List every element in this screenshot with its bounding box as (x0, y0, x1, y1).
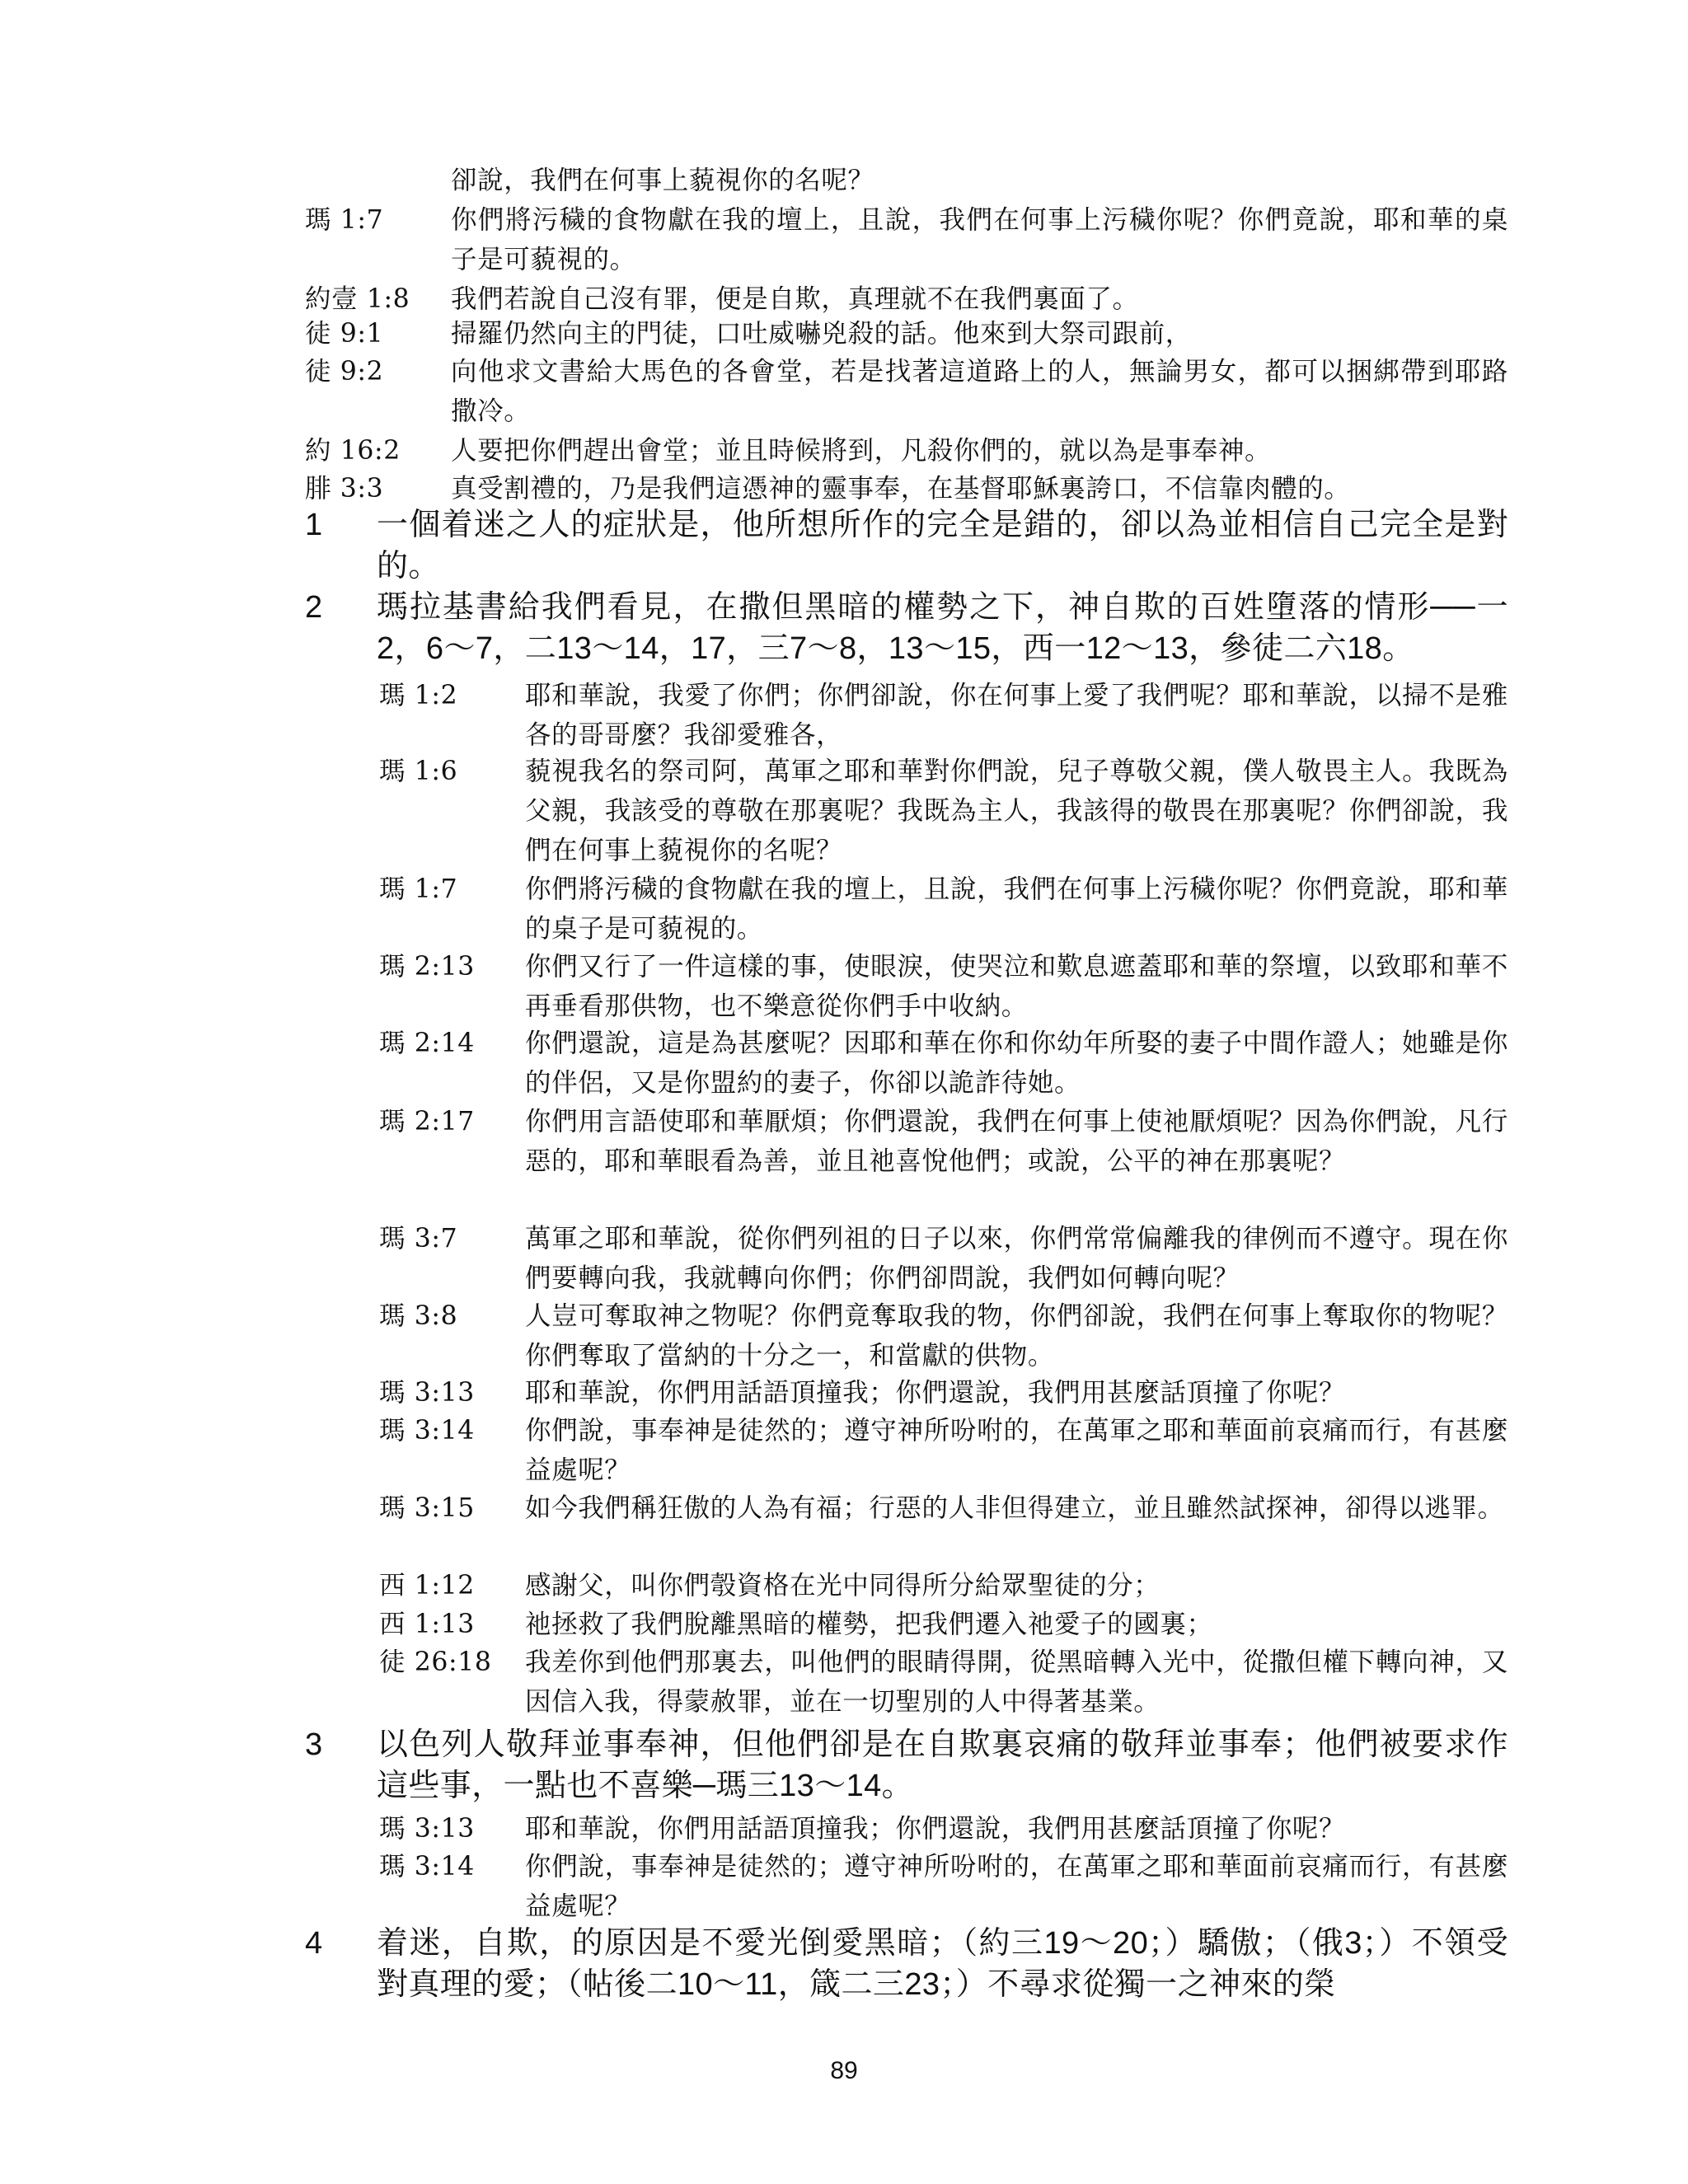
verse-reference: 瑪 2:14 (379, 1029, 475, 1058)
verse-reference: 瑪 1:7 (305, 205, 384, 235)
point-text: 一個着迷之人的症狀是，他所想所作的完全是錯的，卻以為並相信自己完全是對的。 (377, 508, 1508, 583)
verse-reference: 約 16:2 (305, 436, 401, 466)
verse-reference: 瑪 2:17 (379, 1107, 475, 1137)
verse-text: 萬軍之耶和華說，從你們列祖的日子以來，你們常常偏離我的律例而不遵守。現在你們要轉向我，我就轉向你們；你們卻問說，我們如何轉向呢？ (525, 1224, 1508, 1293)
verse-reference: 瑪 3:15 (379, 1493, 475, 1523)
verse-text: 如今我們稱狂傲的人為有福；行惡的人非但得建立，並且雖然試探神，卻得以逃罪。 (525, 1493, 1504, 1523)
verse-text: 耶和華說，我愛了你們；你們卻說，你在何事上愛了我們呢？耶和華說，以掃不是雅各的哥哥麼？我卻愛雅各， (525, 681, 1508, 750)
point-number: 2 (305, 590, 323, 625)
point-text: 以色列人敬拜並事奉神，但他們卻是在自欺裏哀痛的敬拜並事奉；他們被要求作這些事，一點也不喜樂─瑪三13～14。 (377, 1727, 1508, 1803)
verse-reference: 瑪 3:8 (379, 1301, 458, 1331)
verse-reference: 西 1:13 (379, 1610, 475, 1639)
verse-text: 你們將污穢的食物獻在我的壇上，且說，我們在何事上污穢你呢？你們竟說，耶和華的桌子是可藐視的。 (451, 205, 1508, 274)
verse-text: 你們將污穢的食物獻在我的壇上，且說，我們在何事上污穢你呢？你們竟說，耶和華的桌子是可藐視的。 (525, 874, 1508, 944)
verse-reference: 徒 9:2 (305, 357, 384, 387)
point-text: 瑪拉基書給我們看見，在撒但黑暗的權勢之下，神自欺的百姓墮落的情形──一2，6～7，二13～14，17，三7～8，13～15，西一12～13，參徒二六18。 (377, 590, 1508, 666)
verse-reference: 瑪 1:6 (379, 757, 458, 786)
point-number: 1 (305, 508, 323, 542)
verse-text: 你們又行了一件這樣的事，使眼淚，使哭泣和歎息遮蓋耶和華的祭壇，以致耶和華不再垂看那供物，也不樂意從你們手中收納。 (525, 952, 1508, 1021)
verse-text: 你們用言語使耶和華厭煩；你們還說，我們在何事上使祂厭煩呢？因為你們說，凡行惡的，耶和華眼看為善，並且祂喜悅他們；或說，公平的神在那裏呢？ (525, 1107, 1508, 1176)
verse-text: 耶和華說，你們用話語頂撞我；你們還說，我們用甚麼話頂撞了你呢？ (525, 1814, 1346, 1844)
verse-text: 你們說，事奉神是徒然的；遵守神所吩咐的，在萬軍之耶和華面前哀痛而行，有甚麼益處呢？ (525, 1416, 1508, 1485)
verse-text: 我們若說自己沒有罪，便是自欺，真理就不在我們裏面了。 (451, 284, 1139, 314)
verse-reference: 瑪 3:13 (379, 1378, 475, 1408)
verse-text: 耶和華說，你們用話語頂撞我；你們還說，我們用甚麼話頂撞了你呢？ (525, 1378, 1346, 1408)
verse-text: 你們還說，這是為甚麼呢？因耶和華在你和你幼年所娶的妻子中間作證人；她雖是你的伴侶，又是你盟約的妻子，你卻以詭詐待她。 (525, 1029, 1508, 1098)
verse-text: 卻說，我們在何事上藐視你的名呢？ (451, 166, 874, 195)
verse-reference: 瑪 1:7 (379, 874, 458, 904)
verse-text: 掃羅仍然向主的門徒，口吐威嚇兇殺的話。他來到大祭司跟前， (451, 319, 1192, 349)
verse-text: 我差你到他們那裏去，叫他們的眼睛得開，從黑暗轉入光中，從撒但權下轉向神，又因信入我，得蒙赦罪，並在一切聖別的人中得著基業。 (525, 1647, 1508, 1717)
verse-reference: 約壹 1:8 (305, 284, 410, 314)
verse-text: 真受割禮的，乃是我們這憑神的靈事奉，在基督耶穌裏誇口，不信靠肉體的。 (451, 474, 1351, 504)
point-number: 4 (305, 1926, 323, 1961)
verse-reference: 徒 9:1 (305, 319, 384, 349)
verse-reference: 瑪 3:14 (379, 1416, 475, 1446)
page-number: 89 (830, 2057, 858, 2084)
verse-reference: 瑪 3:7 (379, 1224, 458, 1254)
verse-reference: 瑪 2:13 (379, 952, 475, 982)
verse-text: 你們說，事奉神是徒然的；遵守神所吩咐的，在萬軍之耶和華面前哀痛而行，有甚麼益處呢？ (525, 1852, 1508, 1921)
verse-reference: 徒 26:18 (379, 1647, 492, 1677)
verse-text: 感謝父，叫你們彀資格在光中同得所分給眾聖徒的分； (525, 1571, 1160, 1601)
verse-reference: 瑪 1:2 (379, 681, 458, 710)
verse-reference: 瑪 3:13 (379, 1814, 475, 1844)
verse-text: 向他求文書給大馬色的各會堂，若是找著這道路上的人，無論男女，都可以捆綁帶到耶路撒冷。 (451, 357, 1508, 426)
verse-reference: 腓 3:3 (305, 474, 384, 504)
verse-text: 祂拯救了我們脫離黑暗的權勢，把我們遷入祂愛子的國裏； (525, 1610, 1213, 1639)
verse-reference: 西 1:12 (379, 1571, 475, 1601)
verse-text: 人豈可奪取神之物呢？你們竟奪取我的物，你們卻說，我們在何事上奪取你的物呢？你們奪取了當納的十分之一，和當獻的供物。 (525, 1301, 1508, 1371)
verse-text: 藐視我名的祭司阿，萬軍之耶和華對你們說，兒子尊敬父親，僕人敬畏主人。我既為父親，我該受的尊敬在那裏呢？我既為主人，我該得的敬畏在那裏呢？你們卻說，我們在何事上藐視你的名呢？ (525, 757, 1508, 865)
point-number: 3 (305, 1727, 323, 1762)
verse-text: 人要把你們趕出會堂；並且時候將到，凡殺你們的，就以為是事奉神。 (451, 436, 1272, 466)
point-text: 着迷，自欺，的原因是不愛光倒愛黑暗；（約三19～20；）驕傲；（俄3；）不領受對真理的愛；（帖後二10～11，箴二三23；）不尋求從獨一之神來的榮 (377, 1926, 1508, 2002)
verse-reference: 瑪 3:14 (379, 1852, 475, 1882)
